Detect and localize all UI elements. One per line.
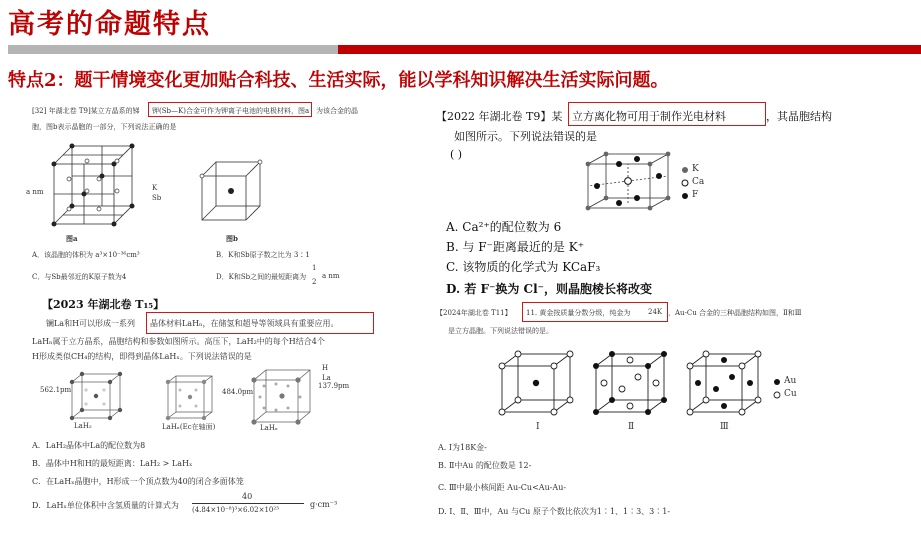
q1-head: [32] 年湖北卷 T9]某立方晶系的锑 bbox=[32, 107, 140, 115]
q2-line1: 镧La和H可以形成一系列 bbox=[46, 319, 136, 328]
q3-option-a: A. Ca²⁺的配位数为 6 bbox=[446, 220, 562, 234]
q1-figure-b bbox=[196, 156, 266, 228]
q1-option-d-frac-den: 2 bbox=[312, 278, 317, 286]
q2-line2: LaHₙ属于立方晶系，晶胞结构和参数如图所示。高压下，LaH₂中的每个H结合4个 bbox=[32, 337, 325, 346]
right-panel bbox=[430, 98, 900, 542]
q2-option-d-numerator: 40 bbox=[242, 492, 253, 501]
q3-legend-k: K bbox=[692, 164, 699, 174]
q3-option-d: D. 若 F⁻换为 Cl⁻，则晶胞棱长将改变 bbox=[446, 282, 652, 296]
slide-title: 高考的命题特点 bbox=[8, 9, 211, 40]
q1-caption-a: 图a bbox=[66, 234, 78, 243]
q4-line2: 是立方晶胞。下列说法错误的是。 bbox=[448, 327, 553, 335]
q4-legend-cu: Cu bbox=[784, 389, 797, 399]
q3-highlight-box bbox=[568, 102, 766, 126]
q4-caption-i: I bbox=[536, 422, 540, 432]
q2-figure-lahx-ec bbox=[162, 372, 218, 422]
q4-highlight-24k: 24K bbox=[648, 308, 663, 316]
q1-legend-sb: Sb bbox=[152, 194, 162, 202]
q2-highlight-box bbox=[146, 312, 374, 334]
q1-option-d-unit: a nm bbox=[322, 272, 340, 280]
q2-option-a: A．LaH₂晶体中La的配位数为8 bbox=[32, 441, 146, 450]
q2-caption-3: LaHₓ bbox=[260, 424, 278, 432]
q1-highlight-text: 钾(Sb—K)合金可作为钾离子电池的电极材料，图a bbox=[152, 107, 310, 115]
q1-option-b: B．K和Sb原子数之比为 3∶1 bbox=[216, 251, 310, 259]
q4-highlight-text: 11. 黄金按质量分数分级，纯金为 bbox=[526, 309, 631, 317]
q2-figure-lah2 bbox=[66, 370, 126, 422]
q4-head: 【2024年湖北卷 T11】 bbox=[436, 309, 512, 317]
q2-dim-3: 137.9pm bbox=[318, 382, 350, 390]
q2-dim-1: 562.1pm bbox=[40, 386, 72, 394]
q1-tail: 为该合金的晶 bbox=[316, 107, 358, 115]
q3-legend-ca: Ca bbox=[692, 177, 705, 187]
q1-option-a: A．该晶胞的体积为 a³×10⁻³⁶cm³ bbox=[32, 251, 140, 259]
q1-caption-b: 图b bbox=[226, 234, 238, 243]
q2-caption-2: LaHₓ(Ec在轴面) bbox=[162, 423, 216, 431]
q4-tail: ，Au-Cu 合金的三种晶胞结构如图，Ⅱ和Ⅲ bbox=[668, 309, 802, 317]
q3-tail: ，其晶胞结构 bbox=[766, 110, 832, 123]
q4-caption-iii: Ⅲ bbox=[720, 422, 729, 432]
q1-figure-a bbox=[36, 136, 146, 236]
q2-line1-highlight: 晶体材料LaHₙ，在储氢和超导等领域具有重要应用。 bbox=[150, 319, 339, 328]
q4-option-a: A. I为18K金- bbox=[438, 443, 487, 452]
q2-head: 【2023 年湖北卷 T₁₅】 bbox=[42, 298, 165, 311]
q4-highlight-box bbox=[522, 302, 668, 322]
q4-figure-iii bbox=[684, 348, 766, 418]
q3-crystal-figure bbox=[580, 150, 676, 212]
q4-figure-i bbox=[496, 348, 578, 418]
q1-option-d-frac-num: 1 bbox=[312, 264, 317, 272]
q4-option-c: C. Ⅲ中最小核间距 Au-Cu<Au-Au- bbox=[438, 483, 567, 492]
q3-paren: ( ) bbox=[450, 148, 463, 161]
q3-head: 【2022 年湖北卷 T9】某 bbox=[436, 110, 563, 123]
q4-option-d: D. I、Ⅱ、Ⅲ中，Au 与Cu 原子个数比依次为1∶1、1∶3、3∶1- bbox=[438, 507, 671, 516]
q2-option-d-fraction-bar bbox=[192, 503, 304, 504]
q2-option-d-unit: g·cm⁻³ bbox=[310, 500, 338, 509]
q2-option-d-denominator: (4.84×10⁻⁸)³×6.02×10²³ bbox=[192, 506, 279, 514]
q2-option-c: C．在LaHₓ晶胞中，H形成一个顶点数为40的闭合多面体笼 bbox=[32, 477, 244, 486]
q3-option-b: B. 与 F⁻距离最近的是 K⁺ bbox=[446, 240, 585, 254]
q2-legend-h: H bbox=[322, 364, 329, 372]
q4-option-b: B. Ⅱ中Au 的配位数是 12- bbox=[438, 461, 532, 470]
q2-figure-lahx bbox=[248, 364, 318, 426]
q2-legend-la: La bbox=[322, 374, 331, 382]
title-underline-gray bbox=[8, 45, 338, 54]
q1-fig-a-dimension: a nm bbox=[26, 188, 44, 196]
q1-highlight-box bbox=[148, 102, 312, 117]
title-underline-red bbox=[338, 45, 921, 54]
q4-legend-markers bbox=[772, 376, 782, 402]
q2-option-d: D．LaHₓ单位体积中含氢质量的计算式为 bbox=[32, 501, 179, 510]
slide-subtitle: 特点2：题干情境变化更加贴合科技、生活实际，能以学科知识解决生活实际问题。 bbox=[8, 70, 669, 91]
q2-dim-2: 484.0pm bbox=[222, 388, 254, 396]
q3-legend-markers bbox=[680, 164, 690, 204]
q4-caption-ii: Ⅱ bbox=[628, 422, 635, 432]
q1-option-c: C．与Sb最邻近的K原子数为4 bbox=[32, 273, 127, 281]
q3-line2: 如图所示。下列说法错误的是 bbox=[454, 130, 597, 143]
q2-caption-1: LaH₂ bbox=[74, 422, 92, 430]
q4-figure-ii bbox=[590, 348, 672, 418]
q3-highlight-text: 立方离化物可用于制作光电材料 bbox=[572, 110, 726, 123]
q2-option-b: B．晶体中H和H的最短距离：LaH₂ > LaHₓ bbox=[32, 459, 193, 468]
q1-legend-k: K bbox=[152, 184, 158, 192]
q2-line3: H形成类似CH₄的结构，即得到晶体LaHₓ。下列说法错误的是 bbox=[32, 352, 252, 361]
q1-option-d: D．K和Sb之间的最短距离为 bbox=[216, 273, 307, 281]
q3-option-c: C. 该物质的化学式为 KCaF₃ bbox=[446, 260, 601, 274]
q4-legend-au: Au bbox=[784, 376, 797, 386]
left-panel bbox=[26, 100, 414, 540]
q3-legend-f: F bbox=[692, 190, 699, 200]
q1-line2: 胞，图b表示晶胞的一部分，下列说法正确的是 bbox=[32, 123, 177, 131]
